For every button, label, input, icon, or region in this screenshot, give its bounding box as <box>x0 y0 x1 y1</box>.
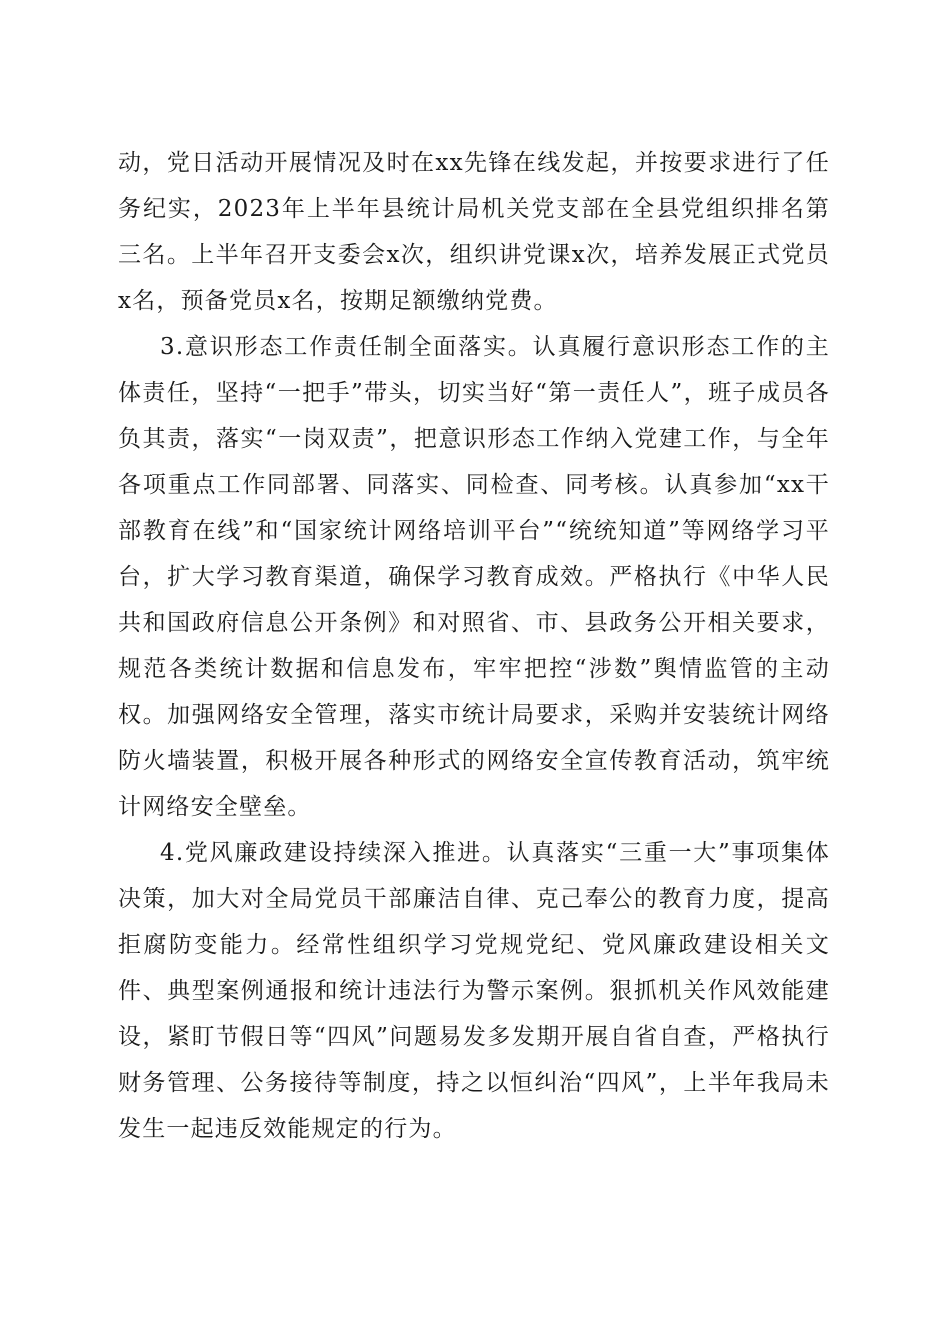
paragraph-ideology-responsibility: 3.意识形态工作责任制全面落实。认真履行意识形态工作的主体责任，坚持“一把手”带头，切实当好“第一责任人”，班子成员各负其责，落实“一岗双责”，把意识形态工作纳入党建工作，与全年各项重点工作同部署、同落实、同检查、同考核。认真参加“xx干部教育在线”和“国家统计网络培训平台”“统统知道”等网络学习平台，扩大学习教育渠道，确保学习教育成效。严格执行《中华人民共和国政府信息公开条例》和对照省、市、县政务公开相关要求，规范各类统计数据和信息发布，牢牢把控“涉数”舆情监管的主动权。加强网络安全管理，落实市统计局要求，采购并安装统计网络防火墙装置，积极开展各种形式的网络安全宣传教育活动，筑牢统计网络安全壁垒。 <box>118 334 830 820</box>
paragraph-party-integrity: 4.党风廉政建设持续深入推进。认真落实“三重一大”事项集体决策，加大对全局党员干部廉洁自律、克己奉公的教育力度，提高拒腐防变能力。经常性组织学习党规党纪、党风廉政建设相关文件、典型案例通报和统计违法行为警示案例。狠抓机关作风效能建设，紧盯节假日等“四风”问题易发多发期开展自省自查，严格执行财务管理、公务接待等制度，持之以恒纠治“四风”，上半年我局未发生一起违反效能规定的行为。 <box>118 840 830 1142</box>
document-body <box>118 140 830 1152</box>
paragraph-continued: 动，党日活动开展情况及时在xx先锋在线发起，并按要求进行了任务纪实，2023年上半年县统计局机关党支部在全县党组织排名第三名。上半年召开支委会x次，组织讲党课x次，培养发展正式党员x名，预备党员x名，按期足额缴纳党费。 <box>118 150 830 314</box>
